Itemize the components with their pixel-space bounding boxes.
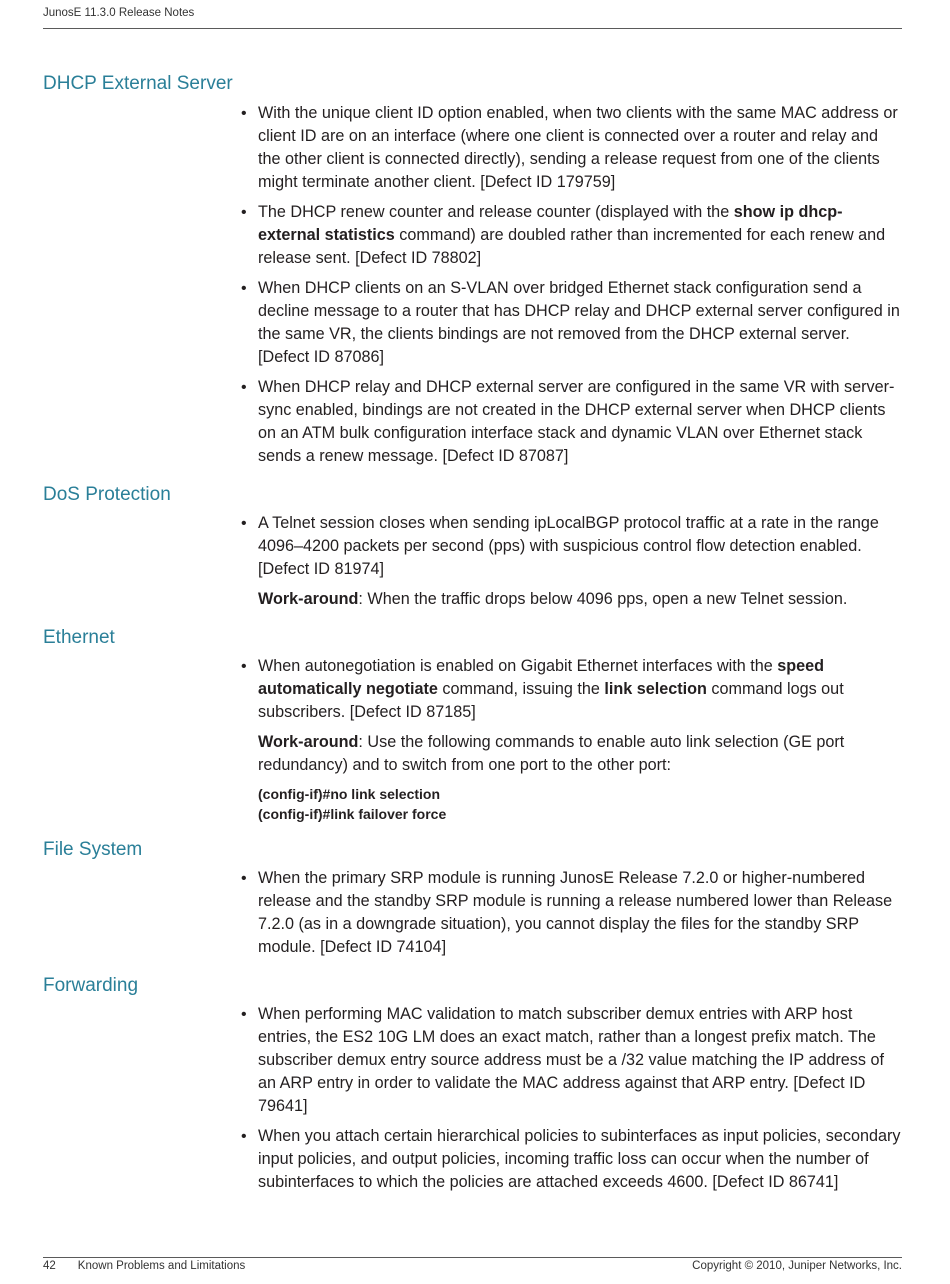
item-text: With the unique client ID option enabled, when two clients with the same MAC address or client ID are on an interface (where one client is connected over a router and relay and the other client is connected directly), sending a release request from one of the clients might terminate another client. [Defect ID 179759] <box>258 104 898 191</box>
item-text: When performing MAC validation to match subscriber demux entries with ARP host entries, the ES2 10G LM does an exact match, rather than a longest prefix match. The subscriber demux entry source address must be a /32 value matching the IP address of an ARP entry in order to validate the MAC address against that ARP entry. [Defect ID 79641] <box>258 1005 884 1115</box>
item-text: When autonegotiation is enabled on Gigabit Ethernet interfaces with the speed automatically negotiate command, issuing the link selection command logs out subscribers. [Defect ID 87185] <box>258 657 844 721</box>
command-name: speed automatically negotiate <box>258 657 825 698</box>
command-name: show ip dhcp-external statistics <box>258 203 843 244</box>
bullet-icon: • <box>241 658 247 675</box>
list-item <box>241 277 903 369</box>
workaround-text: : Use the following commands to enable auto link selection (GE port redundancy) and to switch from one port to the other port: <box>258 733 845 774</box>
workaround-paragraph <box>258 731 903 777</box>
item-text: When the primary SRP module is running JunosE Release 7.2.0 or higher-numbered release and the standby SRP module is running a release numbered lower than Release 7.2.0 (as in a downgrade situation), you cannot display the files for the standby SRP module. [Defect ID 74104] <box>258 869 893 956</box>
item-text: When DHCP relay and DHCP external server are configured in the same VR with server-sync enabled, bindings are not created in the DHCP external server when DHCP clients on an ATM bulk configuration interface stack and dynamic VLAN over Ethernet stack sends a renew message. [Defect ID 87087] <box>258 378 895 465</box>
workaround-text: : When the traffic drops below 4096 pps, open a new Telnet session. <box>358 590 848 608</box>
page-number: 42 <box>43 1260 56 1272</box>
section-heading-file-system: File System <box>43 839 143 860</box>
section-heading-dhcp-external-server: DHCP External Server <box>43 73 233 94</box>
list-item <box>241 376 903 468</box>
footer-copyright: Copyright © 2010, Juniper Networks, Inc. <box>692 1260 902 1272</box>
workaround-label: Work-around <box>258 733 359 751</box>
list-item <box>241 867 903 959</box>
workaround-paragraph <box>258 588 903 611</box>
item-text: When you attach certain hierarchical policies to subinterfaces as input policies, secondary input policies, and output policies, incoming traffic loss can occur when the number of subinterfaces to which the policies are attached exceeds 4600. [Defect ID 86741] <box>258 1127 901 1191</box>
section-heading-ethernet: Ethernet <box>43 627 115 648</box>
bullet-icon: • <box>241 1128 247 1145</box>
list-item <box>241 655 903 724</box>
section-heading-forwarding: Forwarding <box>43 975 139 996</box>
item-text: When DHCP clients on an S-VLAN over bridged Ethernet stack configuration send a decline message to a router that has DHCP relay and DHCP external server configured in the same VR, the clients bindings are not removed from the DHCP external server. [Defect ID 87086] <box>258 279 900 366</box>
bullet-icon: • <box>241 870 247 887</box>
bullet-icon: • <box>241 515 247 532</box>
workaround-label: Work-around <box>258 590 359 608</box>
item-text: A Telnet session closes when sending ipLocalBGP protocol traffic at a rate in the range 4096–4200 packets per second (pps) with suspicious control flow detection enabled. [Defect ID 81974] <box>258 514 879 578</box>
item-text: The DHCP renew counter and release counter (displayed with the show ip dhcp-external statistics command) are doubled rather than incremented for each renew and release sent. [Defect ID 78802] <box>258 203 886 267</box>
bullet-icon: • <box>241 379 247 396</box>
bullet-icon: • <box>241 204 247 221</box>
list-item <box>241 512 903 581</box>
footer-rule <box>43 1257 902 1258</box>
list-item <box>241 102 903 194</box>
list-item <box>241 1003 903 1118</box>
cli-command: (config-if)#no link selection <box>258 786 441 802</box>
footer-left <box>43 1260 245 1272</box>
header-rule <box>43 28 902 29</box>
list-item <box>241 201 903 270</box>
bullet-icon: • <box>241 105 247 122</box>
bullet-icon: • <box>241 280 247 297</box>
footer-section-title: Known Problems and Limitations <box>77 1260 246 1272</box>
cli-command: (config-if)#link failover force <box>258 806 447 822</box>
running-header: JunosE 11.3.0 Release Notes <box>43 7 195 19</box>
section-heading-dos-protection: DoS Protection <box>43 484 171 505</box>
list-item <box>241 1125 903 1194</box>
command-name: link selection <box>604 680 707 698</box>
bullet-icon: • <box>241 1006 247 1023</box>
